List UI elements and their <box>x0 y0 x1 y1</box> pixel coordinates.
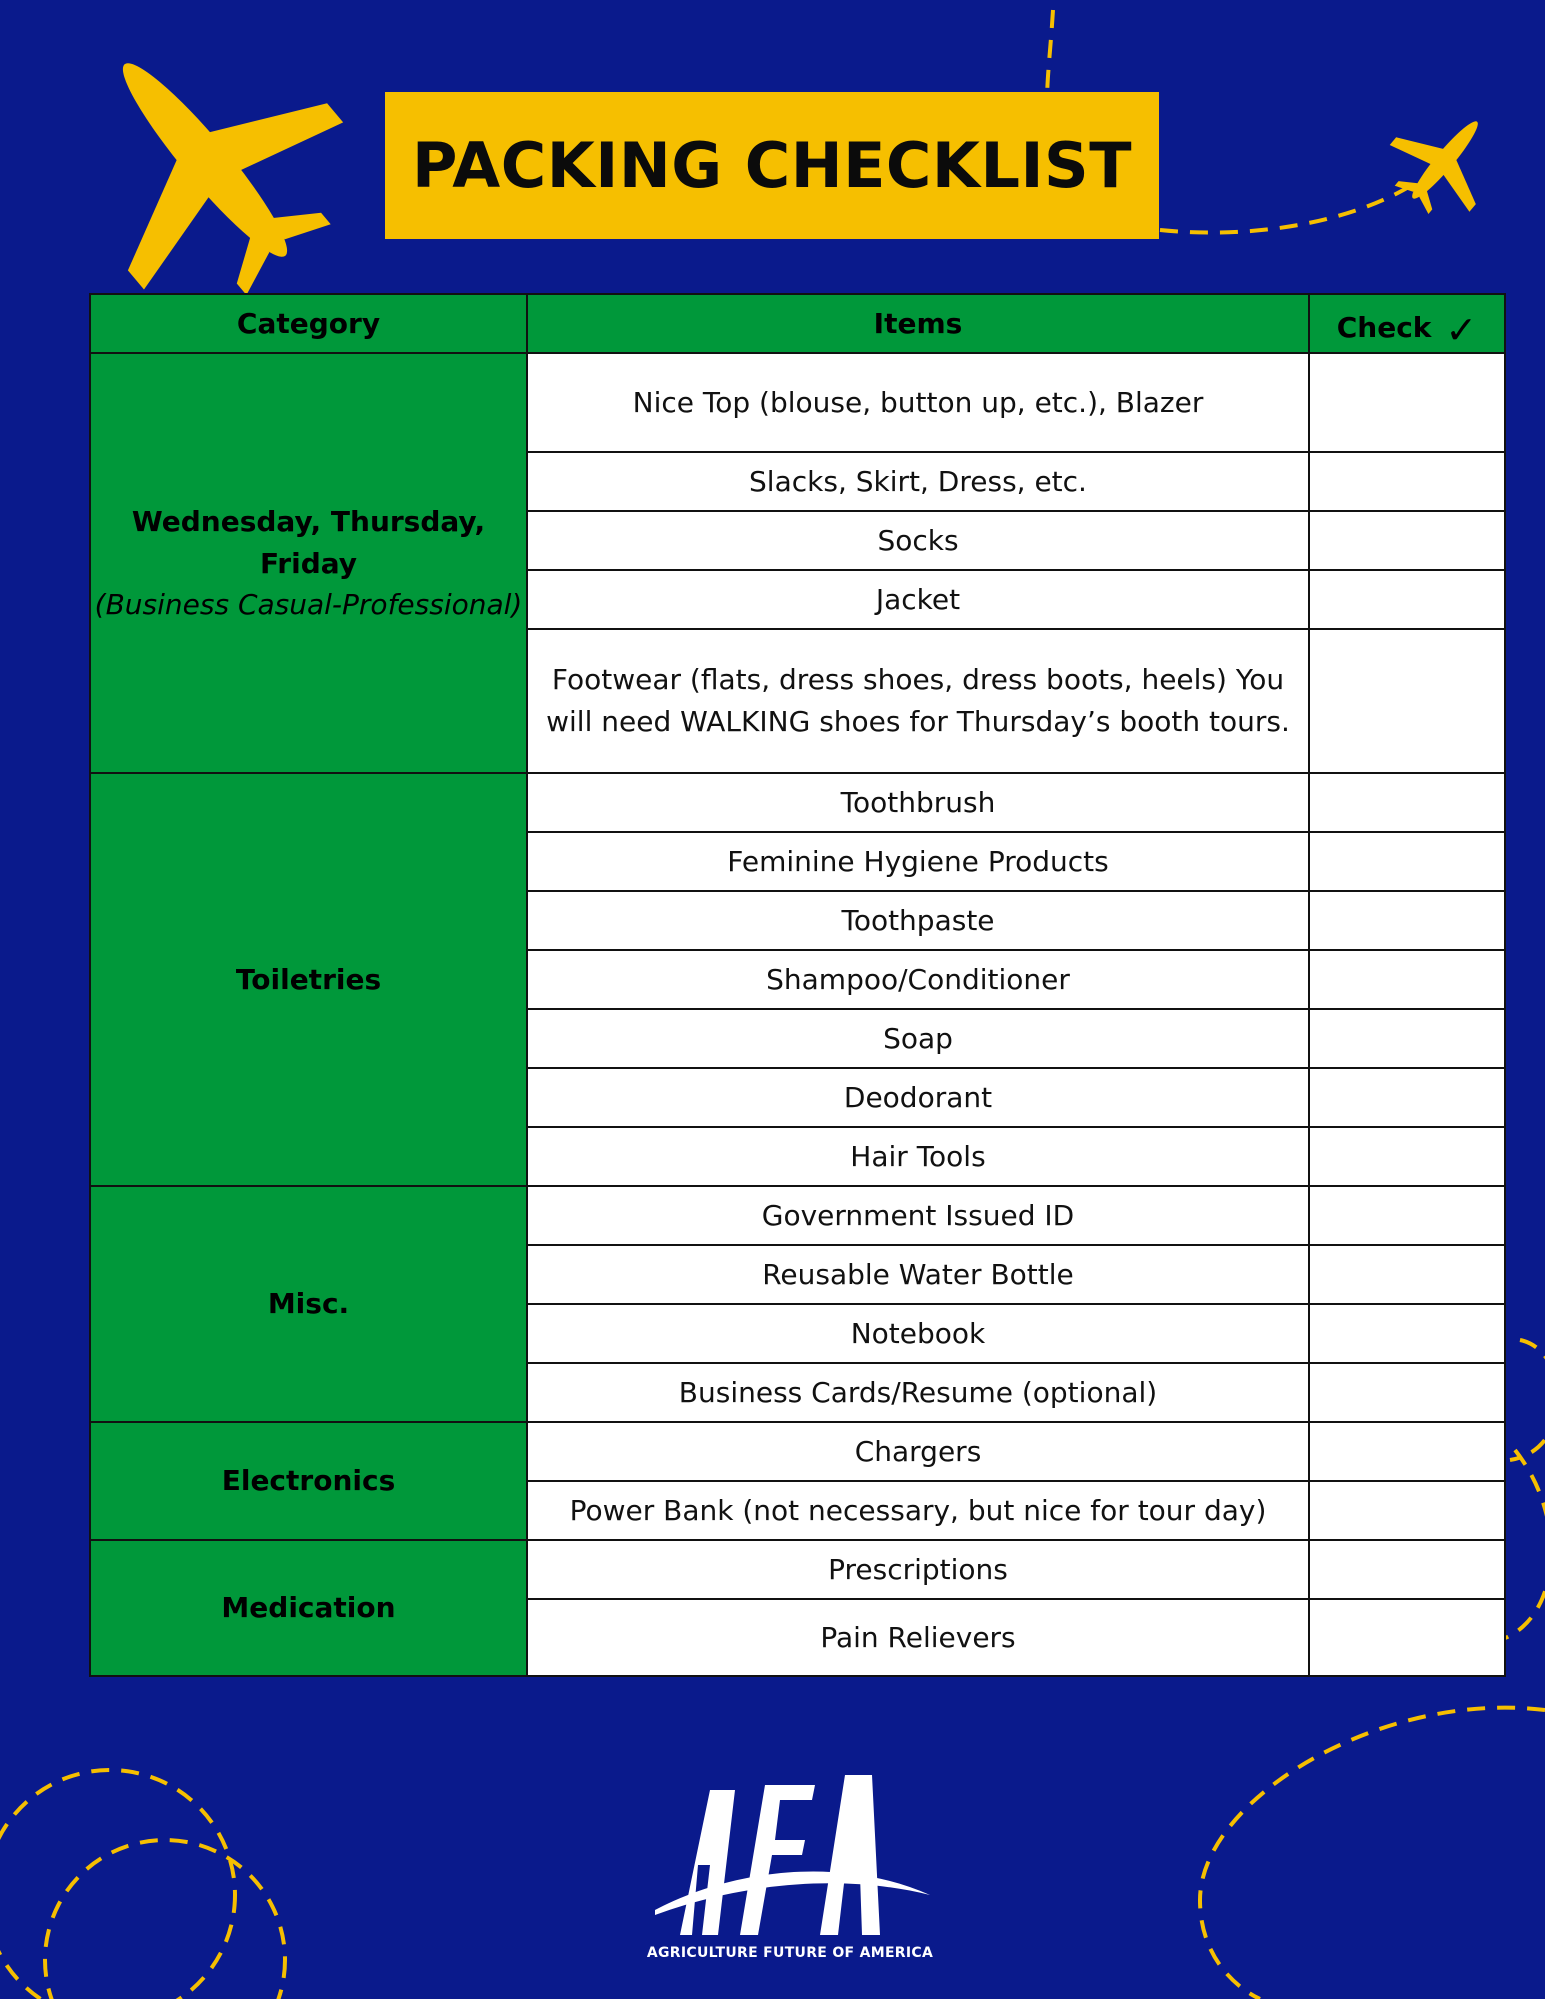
item-cell: Business Cards/Resume (optional) <box>527 1363 1309 1422</box>
check-cell[interactable] <box>1309 1009 1505 1068</box>
dashed-circle-1 <box>0 1770 235 1999</box>
afa-logo <box>640 1745 940 1975</box>
dashed-arc-right-1 <box>1510 1340 1545 1460</box>
category-cell-electronics <box>90 1422 527 1540</box>
dashed-arc-right-3 <box>1200 1708 1545 1999</box>
table-header-row <box>90 294 1505 353</box>
check-cell[interactable] <box>1309 1422 1505 1481</box>
category-label: Toiletries <box>235 962 382 996</box>
check-cell[interactable] <box>1309 1186 1505 1245</box>
header-items: Items <box>527 294 1309 353</box>
check-cell[interactable] <box>1309 1127 1505 1186</box>
category-cell-misc <box>90 1186 527 1422</box>
dashed-arc-right-2 <box>1500 1450 1545 1640</box>
item-cell: Slacks, Skirt, Dress, etc. <box>527 452 1309 511</box>
item-cell: Pain Relievers <box>527 1599 1309 1676</box>
dashed-circle-2 <box>45 1840 285 1999</box>
header-category: Category <box>90 294 527 353</box>
item-cell: Shampoo/Conditioner <box>527 950 1309 1009</box>
item-cell: Soap <box>527 1009 1309 1068</box>
item-cell: Government Issued ID <box>527 1186 1309 1245</box>
category-cell-business <box>90 353 527 773</box>
item-cell: Prescriptions <box>527 1540 1309 1599</box>
item-cell: Power Bank (not necessary, but nice for tour day) <box>527 1481 1309 1540</box>
item-cell: Nice Top (blouse, button up, etc.), Blazer <box>527 353 1309 452</box>
table-row <box>90 1186 1505 1245</box>
page-title: PACKING CHECKLIST <box>411 129 1133 202</box>
category-label: Wednesday, Thursday, Friday <box>131 505 486 580</box>
check-cell[interactable] <box>1309 832 1505 891</box>
afa-logo-mark <box>640 1745 940 1945</box>
check-cell[interactable] <box>1309 1481 1505 1540</box>
check-cell[interactable] <box>1309 891 1505 950</box>
check-cell[interactable] <box>1309 1245 1505 1304</box>
item-cell: Hair Tools <box>527 1127 1309 1186</box>
item-cell: Reusable Water Bottle <box>527 1245 1309 1304</box>
item-cell: Notebook <box>527 1304 1309 1363</box>
item-cell: Feminine Hygiene Products <box>527 832 1309 891</box>
table-row <box>90 773 1505 832</box>
item-cell: Socks <box>527 511 1309 570</box>
item-cell: Chargers <box>527 1422 1309 1481</box>
item-cell: Deodorant <box>527 1068 1309 1127</box>
header-check-label: Check <box>1336 310 1432 344</box>
category-label: Medication <box>221 1591 396 1624</box>
item-cell: Toothbrush <box>527 773 1309 832</box>
table-row <box>90 1422 1505 1481</box>
check-cell[interactable] <box>1309 1304 1505 1363</box>
header-check <box>1309 294 1505 353</box>
check-cell[interactable] <box>1309 1599 1505 1676</box>
item-cell: Jacket <box>527 570 1309 629</box>
category-label: Electronics <box>221 1464 396 1497</box>
packing-checklist-table <box>89 293 1506 1677</box>
check-cell[interactable] <box>1309 353 1505 452</box>
category-label: Misc. <box>267 1287 350 1320</box>
check-cell[interactable] <box>1309 511 1505 570</box>
check-cell[interactable] <box>1309 629 1505 773</box>
check-cell[interactable] <box>1309 1540 1505 1599</box>
table-row <box>90 353 1505 452</box>
category-cell-medication <box>90 1540 527 1676</box>
check-cell[interactable] <box>1309 1068 1505 1127</box>
check-cell[interactable] <box>1309 570 1505 629</box>
category-subtitle: (Business Casual-Professional) <box>94 588 523 621</box>
airplane-icon <box>1372 88 1517 233</box>
afa-logo-name: AGRICULTURE FUTURE OF AMERICA <box>646 1945 934 1961</box>
check-cell[interactable] <box>1309 452 1505 511</box>
check-cell[interactable] <box>1309 773 1505 832</box>
check-cell[interactable] <box>1309 950 1505 1009</box>
item-cell: Footwear (flats, dress shoes, dress boots, heels) You will need WALKING shoes for Thursday’s booth tours. <box>527 629 1309 773</box>
checkmark-icon: ✓ <box>1445 307 1478 352</box>
table-row <box>90 1540 1505 1599</box>
check-cell[interactable] <box>1309 1363 1505 1422</box>
title-banner <box>385 92 1159 239</box>
airplane-icon <box>25 0 388 343</box>
category-cell-toiletries <box>90 773 527 1186</box>
item-cell: Toothpaste <box>527 891 1309 950</box>
